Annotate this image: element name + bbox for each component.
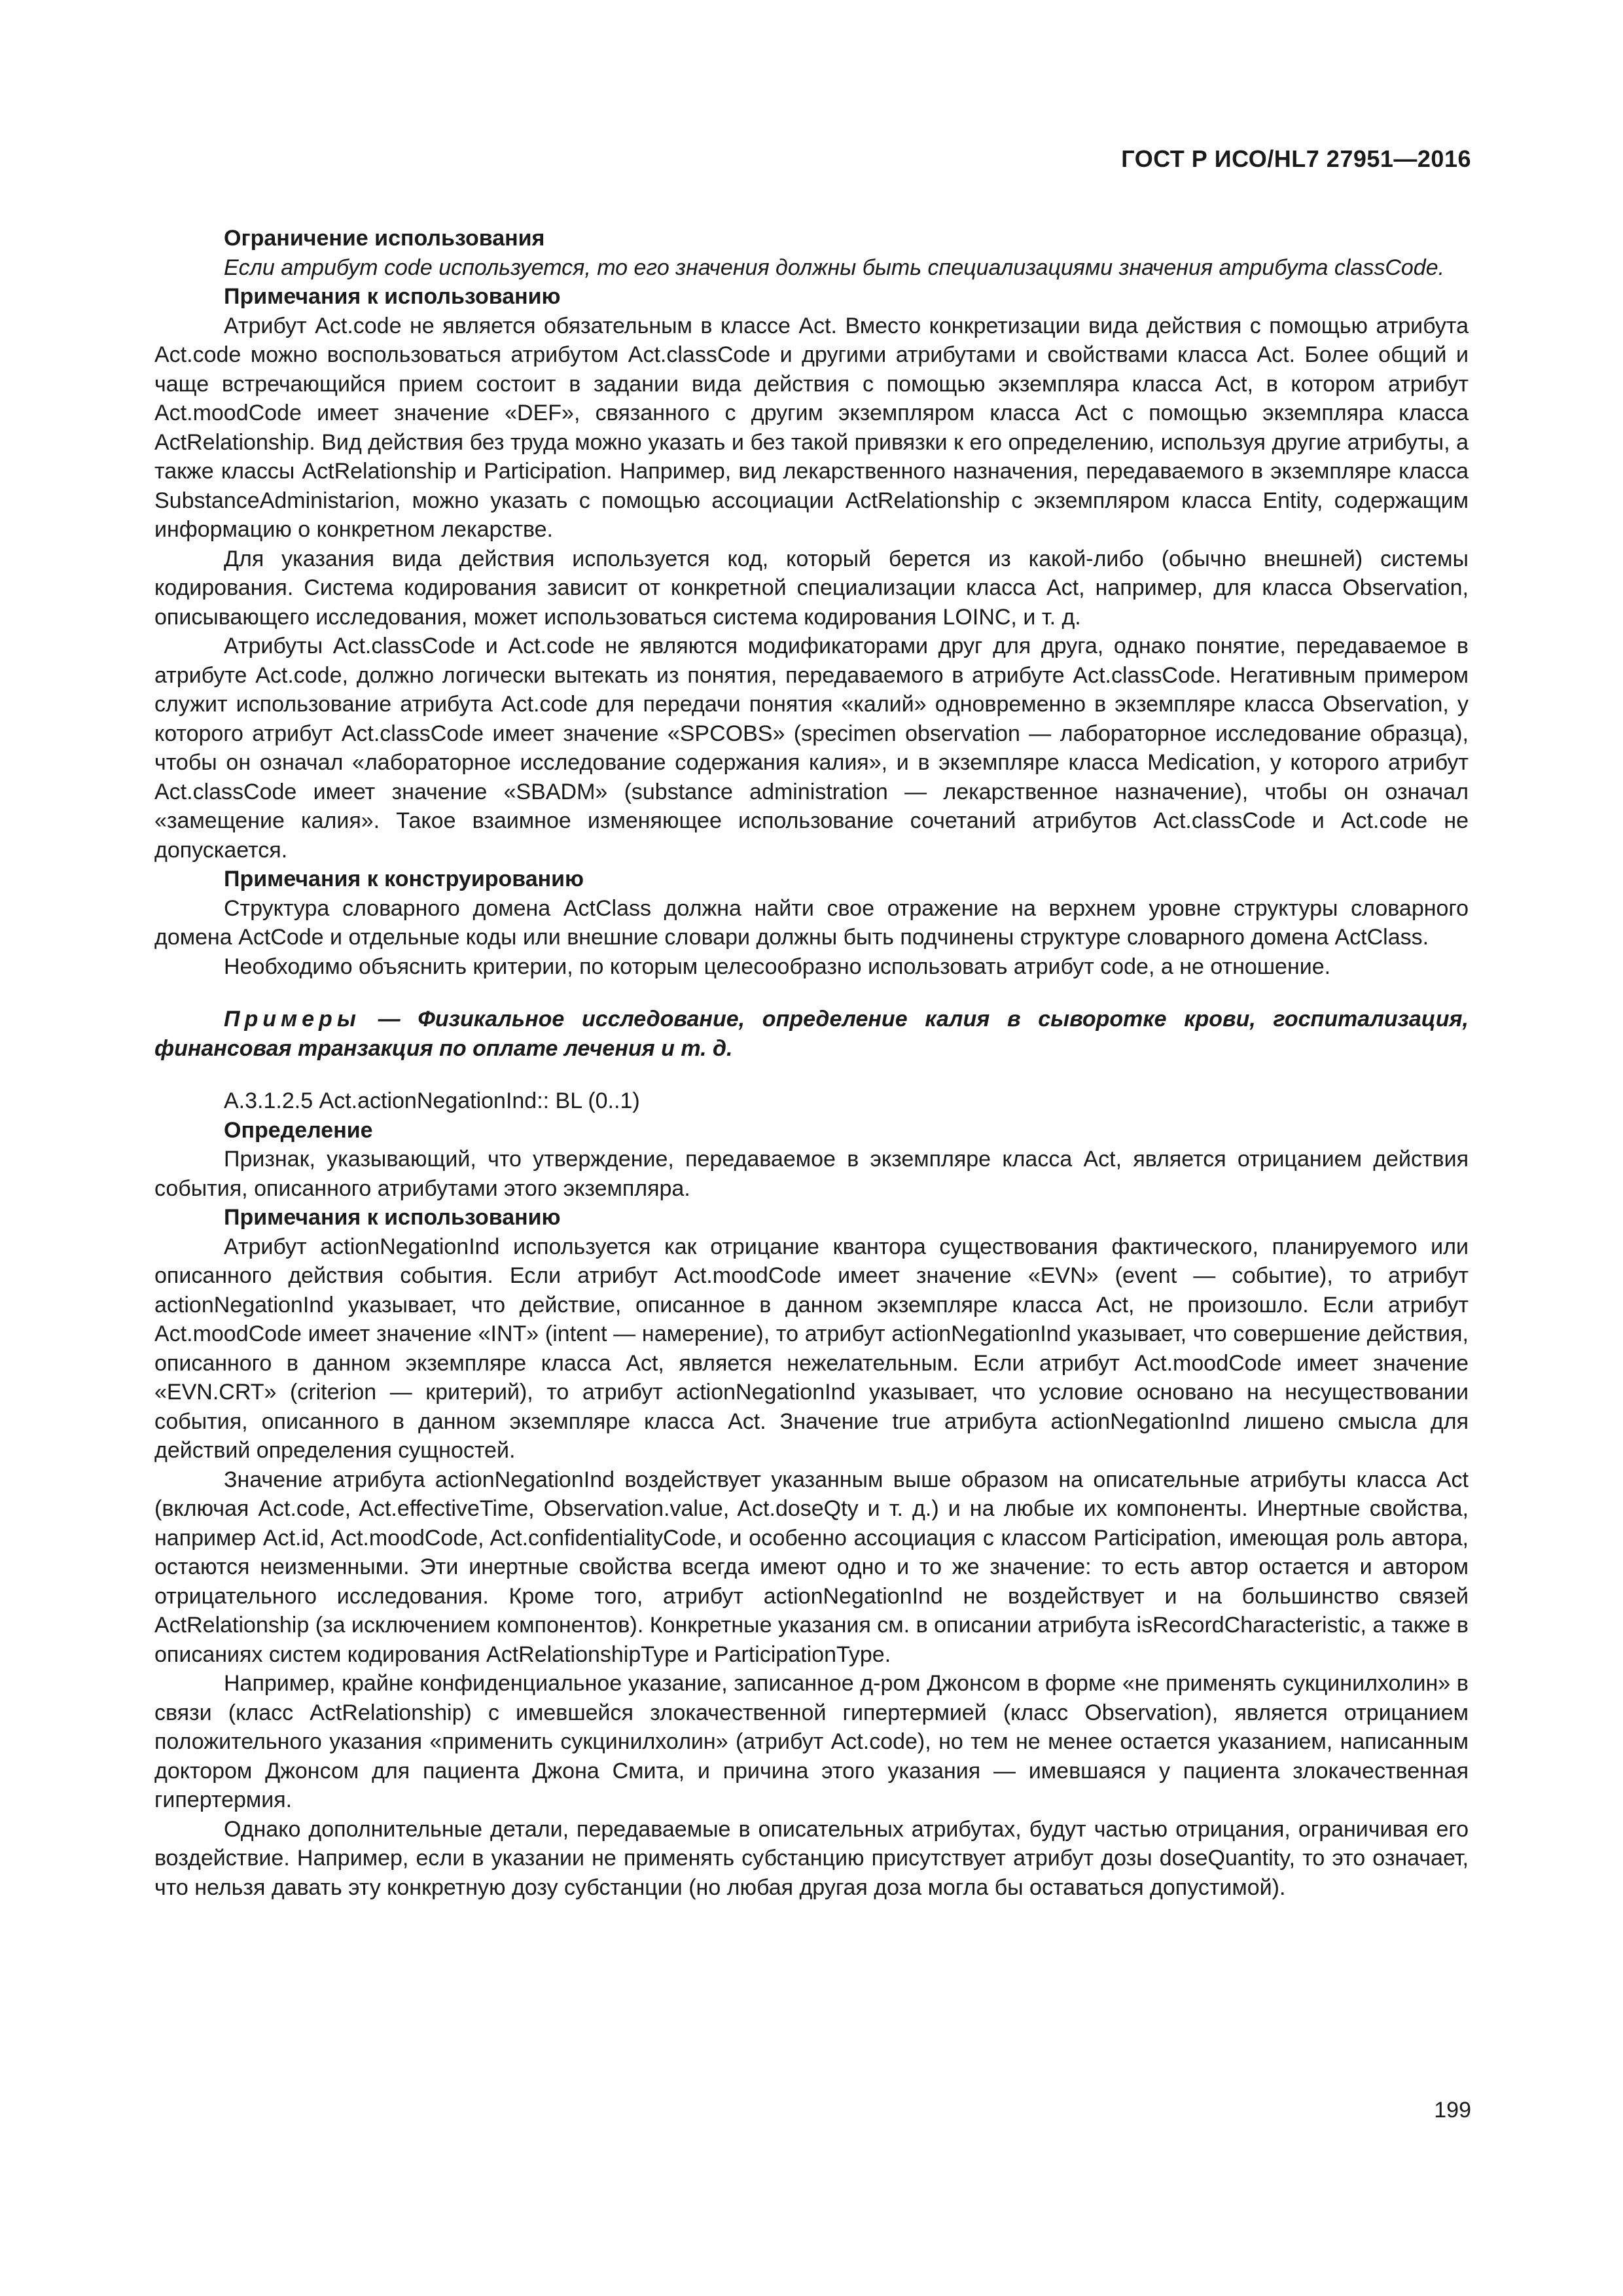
- standard-code-header: ГОСТ Р ИСО/HL7 27951—2016: [1121, 145, 1471, 172]
- paragraph: Однако дополнительные детали, передаваемые в описательных атрибутах, будут частью отрицания, ограничивая его воздействие. Например, если в указании не применять субстанцию присутствует атрибут дозы doseQuantity, то это означает, что нельзя давать эту конкретную дозу субстанции (но любая другая доза могла бы оставаться допустимой).: [154, 1816, 1469, 1900]
- section-heading: Ограничение использования: [224, 226, 545, 251]
- clause-title: А.3.1.2.5 Act.actionNegationInd:: BL (0..1): [224, 1088, 640, 1113]
- paragraph: Признак, указывающий, что утверждение, передаваемое в экземпляре класса Act, является отрицанием действия события, описанного атрибутами этого экземпляра.: [154, 1147, 1469, 1201]
- section-heading: Примечания к использованию: [224, 284, 561, 309]
- page-number: 199: [1434, 2098, 1471, 2123]
- section-heading: Определение: [224, 1117, 373, 1143]
- examples-text: — Физикальное исследование, определение калия в сыворотке крови, госпитализация, финансовая транзакция по оплате лечения и т. д.: [154, 1007, 1469, 1061]
- section-heading: Примечания к использованию: [224, 1205, 561, 1230]
- paragraph: Для указания вида действия используется код, который берется из какой-либо (обычно внешней) системы кодирования. Система кодирования зависит от конкретной специализации класса Act, например, для класса Observation, описывающего исследования, может использоваться система кодирования LOINC, и т. д.: [154, 546, 1469, 630]
- document-body: [154, 224, 1469, 1902]
- examples-lead: Примеры: [224, 1007, 361, 1031]
- italic-paragraph: Если атрибут code используется, то его значения должны быть специализациями значения атрибута classCode.: [224, 255, 1445, 280]
- examples-note: [154, 1005, 1469, 1063]
- paragraph: Например, крайне конфиденциальное указание, записанное д-ром Джонсом в форме «не применять сукцинилхолин» в связи (класс ActRelationship) с имевшейся злокачественной гипертермией (класс Observation), является отрицанием положительного указания «применить сукцинилхолин» (атрибут Act.code), но тем не менее остается указанием, написанным доктором Джонсом для пациента Джона Смита, и причина этого указания — имевшаяся у пациента злокачественная гипертермия.: [154, 1671, 1469, 1812]
- paragraph: Атрибут actionNegationInd используется как отрицание квантора существования фактического, планируемого или описанного действия события. Если атрибут Act.moodCode имеет значение «EVN» (event — событие), то атрибут actionNegationInd указывает, что действие, описанное в данном экземпляре класса Act, не произошло. Если атрибут Act.moodCode имеет значение «INT» (intent — намерение), то атрибут actionNegationInd указывает, что совершение действия, описанного в данном экземпляре класса Act, является нежелательным. Если атрибут Act.moodCode имеет значение «EVN.CRT» (criterion — критерий), то атрибут actionNegationInd указывает, что условие основано на несуществовании события, описанного в данном экземпляре класса Act. Значение true атрибута actionNegationInd лишено смысла для действий определения сущностей.: [154, 1234, 1469, 1463]
- paragraph: Значение атрибута actionNegationInd воздействует указанным выше образом на описательные атрибуты класса Act (включая Act.code, Act.effectiveTime, Observation.value, Act.doseQty и т. д.) и на любые их компоненты. Инертные свойства, например Act.id, Act.moodCode, Act.confidentialityCode, и особенно ассоциация с классом Participation, имеющая роль автора, остаются неизменными. Эти инертные свойства всегда имеют одно и то же значение: то есть автор остается и автором отрицательного исследования. Кроме того, атрибут actionNegationInd не воздействует и на большинство связей ActRelationship (за исключением компонентов). Конкретные указания см. в описании атрибута isRecordCharacteristic, а также в описаниях систем кодирования ActRelationshipType и ParticipationType.: [154, 1467, 1469, 1667]
- paragraph: Атрибуты Act.classCode и Act.code не являются модификаторами друг для друга, однако понятие, передаваемое в атрибуте Act.code, должно логически вытекать из понятия, передаваемого в атрибуте Act.classCode. Негативным примером служит использование атрибута Act.code для передачи понятия «калий» одновременно в экземпляре класса Observation, у которого атрибут Act.classCode имеет значение «SPCOBS» (specimen observation — лабораторное исследование образца), чтобы он означал «лабораторное исследование содержания калия», и в экземпляре класса Medication, у которого атрибут Act.classCode имеет значение «SBADM» (substance administration — лекарственное назначение), чтобы он означал «замещение калия». Такое взаимное изменяющее использование сочетаний атрибутов Act.classCode и Act.code не допускается.: [154, 634, 1469, 863]
- paragraph: Атрибут Act.code не является обязательным в классе Act. Вместо конкретизации вида действия с помощью атрибута Act.code можно воспользоваться атрибутом Act.classCode и другими атрибутами и свойствами класса Act. Более общий и чаще встречающийся прием состоит в задании вида действия с помощью экземпляра класса Act, в котором атрибут Act.moodCode имеет значение «DEF», связанного с другим экземпляром класса Act с помощью экземпляра класса ActRelationship. Вид действия без труда можно указать и без такой привязки к его определению, используя другие атрибуты, а также классы ActRelationship и Participation. Например, вид лекарственного назначения, передаваемого в экземпляре класса SubstanceAdministarion, можно указать с помощью ассоциации ActRelationship с экземпляром класса Entity, содержащим информацию о конкретном лекарстве.: [154, 313, 1469, 542]
- section-heading: Примечания к конструированию: [224, 867, 584, 891]
- paragraph: Необходимо объяснить критерии, по которым целесообразно использовать атрибут code, а не отношение.: [224, 954, 1331, 979]
- paragraph: Структура словарного домена ActClass должна найти свое отражение на верхнем уровне структуры словарного домена ActCode и отдельные коды или внешние словари должны быть подчинены структуре словарного домена ActClass.: [154, 895, 1469, 950]
